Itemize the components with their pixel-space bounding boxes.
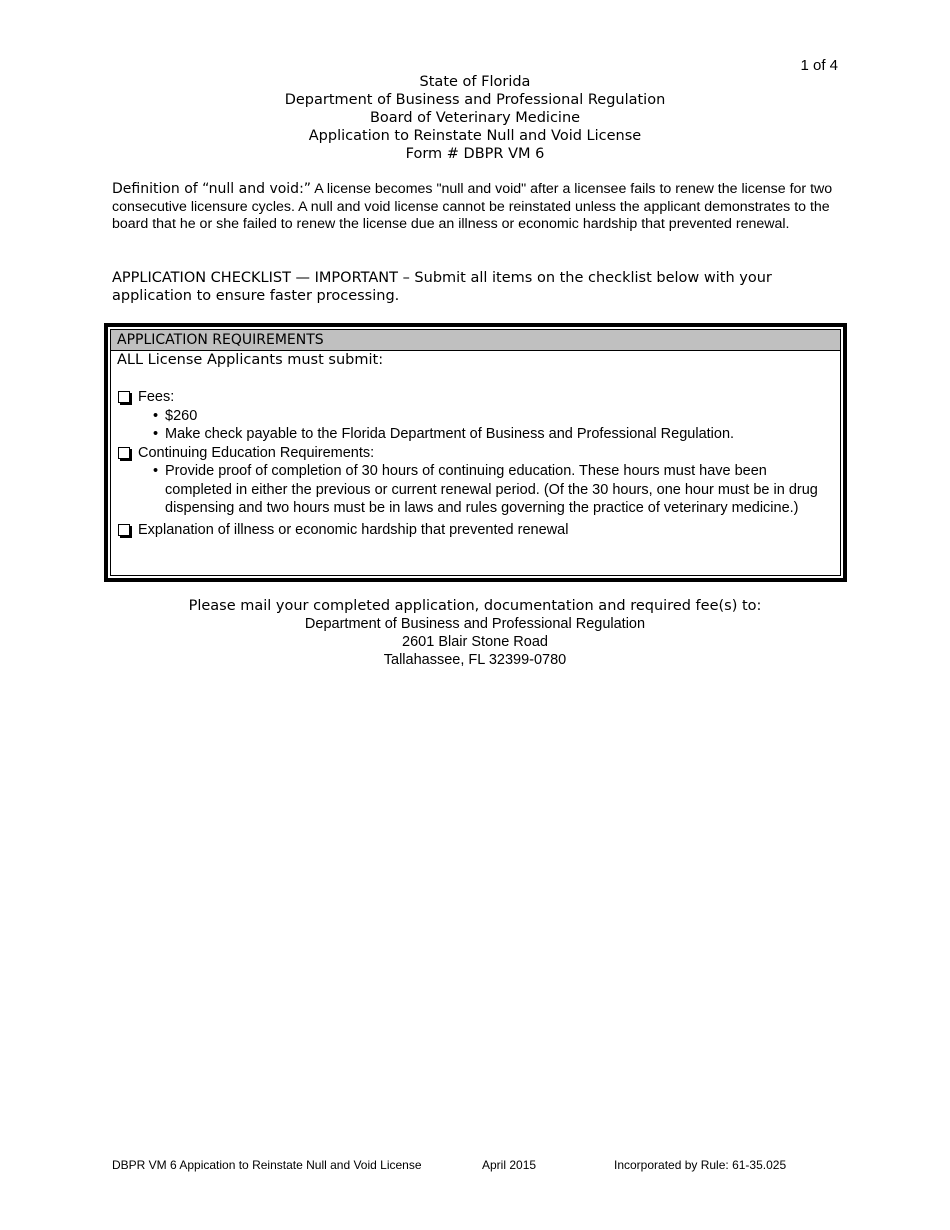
checkbox-icon xyxy=(118,524,130,536)
requirement-item-fees xyxy=(117,388,834,407)
sub-item-text: Provide proof of completion of 30 hours of continuing education. These hours must have been completed in either the previous or current renewal period. (Of the 30 hours, one hour must be in drug dispensing and two hours must be in laws and rules governing the practice of veterinary medicine.) xyxy=(165,463,818,516)
continuing-education-sublist xyxy=(153,462,834,518)
checkbox-icon xyxy=(118,391,130,403)
footer-form-name: DBPR VM 6 Appication to Reinstate Null and Void License xyxy=(112,1158,422,1172)
requirements-intro: ALL License Applicants must submit: xyxy=(117,352,384,368)
bullet-icon: • xyxy=(153,426,159,442)
page-number: 1 of 4 xyxy=(800,57,838,74)
mail-address-line2: 2601 Blair Stone Road xyxy=(402,634,548,650)
checklist-intro: APPLICATION CHECKLIST — IMPORTANT – Submit all items on the checklist below with your application to ensure faster processing. xyxy=(112,270,772,304)
definition-term: Definition of “null and void:” xyxy=(112,181,312,197)
requirements-header: APPLICATION REQUIREMENTS xyxy=(111,330,840,351)
sub-item xyxy=(153,462,834,518)
sub-item-text: Make check payable to the Florida Department of Business and Professional Regulation. xyxy=(165,426,735,442)
mail-address-line1: Department of Business and Professional Regulation xyxy=(304,616,646,632)
header-form-number: Form # DBPR VM 6 xyxy=(405,146,545,162)
header-board: Board of Veterinary Medicine xyxy=(369,110,581,126)
requirements-list xyxy=(117,388,834,539)
requirement-label: Explanation of illness or economic hardship that prevented renewal xyxy=(138,521,569,538)
definition-paragraph xyxy=(112,181,842,234)
header-form-title: Application to Reinstate Null and Void License xyxy=(308,128,642,144)
footer-rule: Incorporated by Rule: 61-35.025 xyxy=(614,1158,787,1172)
requirements-box xyxy=(104,323,847,582)
fees-sublist xyxy=(153,407,834,444)
mail-instruction: Please mail your completed application, documentation and required fee(s) to: xyxy=(188,598,762,614)
header-state: State of Florida xyxy=(419,74,531,90)
bullet-icon: • xyxy=(153,463,159,479)
sub-item xyxy=(153,425,834,444)
checkbox-icon xyxy=(118,447,130,459)
header-department: Department of Business and Professional Regulation xyxy=(284,92,666,108)
definition-text: A license becomes "null and void" after a licensee fails to renew the license for two consecutive licensure cycles. A null and void license cannot be reinstated unless the applicant demonstrates to the board that he or she failed to renew the license due an illness or economic hardship that prevented renewal. xyxy=(112,181,833,232)
sub-item-text: $260 xyxy=(165,407,198,424)
mailing-instructions xyxy=(0,597,950,669)
sub-item xyxy=(153,407,834,426)
document-header xyxy=(0,73,950,163)
footer-date: April 2015 xyxy=(482,1158,537,1172)
requirement-item-continuing-education xyxy=(117,444,834,463)
mail-address-line3: Tallahassee, FL 32399-0780 xyxy=(383,652,567,668)
requirement-label: Continuing Education Requirements: xyxy=(138,444,375,461)
bullet-icon: • xyxy=(153,407,159,424)
requirement-label: Fees: xyxy=(138,389,175,405)
requirement-item-explanation xyxy=(117,521,834,540)
